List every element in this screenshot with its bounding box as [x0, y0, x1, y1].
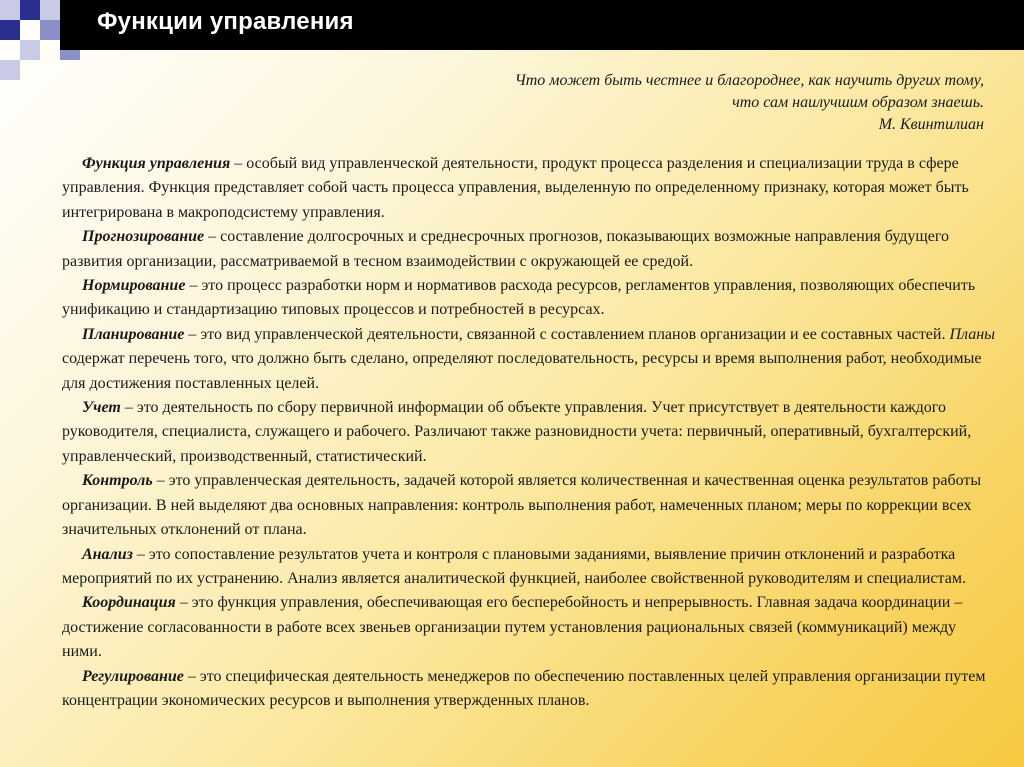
definition: – это специфическая деятельность менеджеров по обеспечению поставленных целей управления организации путем концентрации экономических ресурсов и выполнения утвержденных планов.: [62, 667, 986, 709]
paragraph: [62, 591, 997, 664]
epigraph-line: Что может быть честнее и благороднее, как научить других тому,: [514, 72, 984, 89]
paragraph: [62, 225, 997, 274]
decor-square: [40, 0, 60, 20]
term: Прогнозирование: [82, 228, 205, 246]
definition: – это вид управленческой деятельности, связанной с составлением планов организации и ее составных частей.: [184, 325, 950, 343]
definition-italic: Планы: [949, 325, 995, 343]
epigraph: [284, 70, 984, 136]
epigraph-author: М. Квинтилиан: [878, 116, 984, 133]
decor-square: [0, 20, 20, 40]
decor-square: [40, 20, 60, 40]
term: Планирование: [82, 325, 185, 343]
paragraph: [62, 396, 997, 469]
definition: – это деятельность по сбору первичной информации об объекте управления. Учет присутствует в деятельности каждого руководителя, специалиста, служащего и рабочего. Различают также разновидности учета: первичный, оперативный, бухгалтерский, управленческий, производственный, статистический.: [62, 399, 972, 465]
paragraph: [62, 543, 997, 592]
paragraph: [62, 323, 997, 396]
definition: – это процесс разработки норм и нормативов расхода ресурсов, регламентов управления, позволяющих обеспечить унификацию и стандартизацию типовых процессов и потребностей в ресурсах.: [62, 277, 976, 319]
paragraph: [62, 665, 997, 714]
definition: – составление долгосрочных и среднесрочных прогнозов, показывающих возможные направления будущего развития организации, рассматриваемой в тесном взаимодействии с окружающей ее средой.: [62, 228, 949, 270]
definition: – это функция управления, обеспечивающая его бесперебойность и непрерывность. Главная задача координации – достижение согласованности в работе всех звеньев организации путем установления рациональных связей (коммуникаций) между ними.: [62, 594, 963, 661]
decor-square: [20, 40, 40, 60]
term: Контроль: [82, 472, 153, 490]
definition: – особый вид управленческой деятельности, продукт процесса разделения и специализации труда в сфере управления. Функция представляет собой часть процесса управления, выделенную по определенному признаку, которая может быть интегрирована в макроподсистему управления.: [62, 155, 969, 221]
definition: содержат перечень того, что должно быть сделано, определяют последовательность, ресурсы и время выполнения работ, необходимые для достижения поставленных целей.: [62, 350, 982, 392]
term: Анализ: [82, 545, 133, 563]
paragraph: [62, 274, 997, 323]
definition: – это сопоставление результатов учета и контроля с плановыми заданиями, выявление причин отклонений и разработка мероприятий по их устранению. Анализ является аналитической функцией, наиболее свойственной руководителям и специалистам.: [62, 545, 966, 587]
term: Учет: [82, 399, 121, 417]
paragraph: [62, 152, 997, 225]
page-title: Функции управления: [97, 8, 354, 35]
decor-square: [20, 0, 40, 20]
paragraph: [62, 469, 997, 542]
decor-square: [0, 0, 20, 20]
definition: – это управленческая деятельность, задачей которой является количественная и качественная оценка результатов работы организации. В ней выделяют два основных направления: контроль выполнения работ, намеченных планом; меры по коррекции всех значительных отклонений от плана.: [62, 472, 982, 539]
term: Координация: [82, 594, 176, 612]
term: Регулирование: [82, 667, 184, 685]
epigraph-line: что сам наилучшим образом знаешь.: [732, 94, 984, 111]
term: Функция управления: [82, 155, 231, 172]
decor-square: [0, 60, 20, 80]
term: Нормирование: [82, 277, 186, 295]
body-text: [62, 152, 997, 713]
